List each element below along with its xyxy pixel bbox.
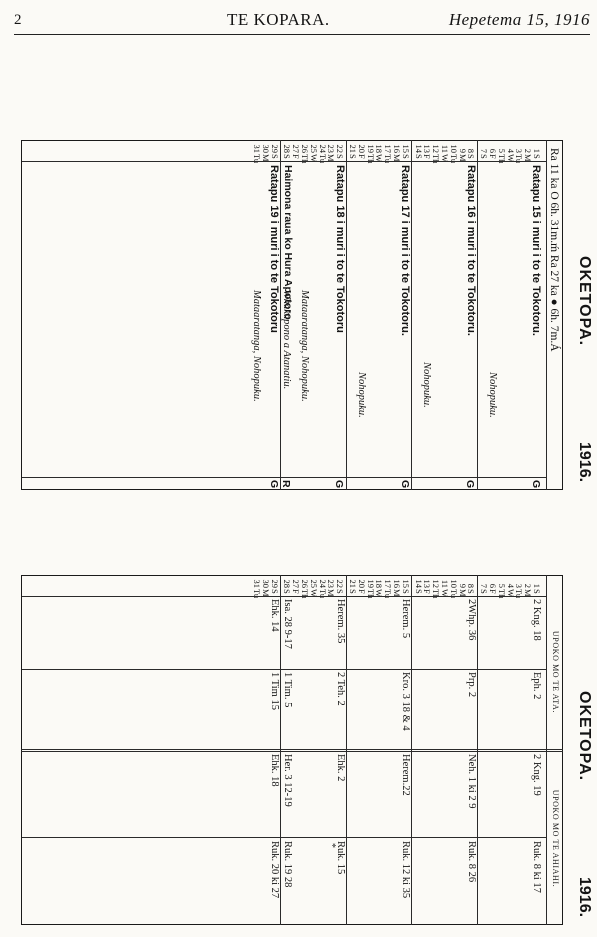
weekday-letter: F	[422, 589, 433, 594]
weekday-letter: M	[260, 589, 271, 597]
issue-date: Hepetema 15, 1916	[448, 10, 590, 29]
week-rule	[477, 575, 478, 925]
day-number: 22	[335, 579, 346, 588]
liturgical-colour: G	[398, 480, 411, 489]
lesson-reading: Isa. 28 9-17	[281, 599, 293, 649]
weekday-letter: S	[413, 589, 424, 594]
weekday-letter: S	[269, 589, 280, 594]
weekday-letter: W	[440, 154, 450, 163]
day-number: 31	[252, 579, 262, 588]
day-number: 3	[514, 583, 525, 588]
liturgical-colour: G	[333, 480, 346, 489]
day-number: 29	[269, 579, 280, 588]
weekday-letter: M	[326, 589, 337, 597]
sunday-title: Ratapu 17 i muri i to te Tokotoru.	[399, 165, 412, 336]
day-number: 19	[365, 579, 376, 588]
day-number: 29	[269, 144, 280, 153]
lesson-reading: Eph. 2	[531, 672, 543, 700]
lesson-reading: Herem. 35	[334, 599, 346, 644]
weekday-letter: Tu	[317, 589, 328, 599]
lesson-reading: Ehk. 14	[269, 599, 281, 632]
weekday-letter: M	[523, 154, 534, 162]
lesson-reading: Ruk. 8 26	[465, 841, 477, 883]
weekday-letter: Tu	[383, 589, 394, 599]
day-number: 6	[488, 148, 498, 153]
morning-lessons-header: UPOKO MO TE ATA.	[551, 630, 560, 714]
vigil-note: Mataaratanga, Nohopuku.	[299, 290, 310, 402]
calendar-moon-rule	[546, 140, 547, 490]
weekday-letter: Tu	[514, 154, 525, 164]
weekday-letter: Tu	[448, 154, 459, 164]
day-number: 24	[317, 579, 328, 588]
lessons-year-title: 1916.	[576, 877, 593, 918]
day-number: 3	[514, 148, 525, 153]
weekday-letter: Tu	[448, 589, 459, 599]
day-number: 19	[365, 144, 376, 153]
header-rule	[14, 34, 590, 35]
day-number: 1	[532, 583, 542, 588]
weekday-letter: S	[348, 154, 358, 159]
weekday-letter: S	[400, 154, 411, 159]
page-number: 2	[14, 12, 22, 28]
day-number: 28	[282, 579, 293, 588]
lessons-month-title: OKETOPA.	[576, 691, 593, 782]
lesson-reading: 1 Tim. 5	[281, 672, 293, 708]
day-number: 16	[392, 144, 402, 153]
weekday-letter: W	[374, 154, 385, 163]
weekday-letter: Th	[365, 154, 376, 164]
week-rule	[477, 140, 478, 490]
calendar-table	[22, 140, 593, 490]
lessons-col-rule-2	[21, 749, 563, 752]
day-number: 27	[291, 579, 302, 588]
evening-lessons-header: UPOKO MO TE AHIAHI.	[551, 789, 560, 888]
day-number: 5	[496, 148, 507, 153]
weekday-letter: W	[440, 589, 450, 598]
lesson-reading: 2 Kng. 18	[531, 599, 543, 641]
day-number: 20	[356, 579, 367, 588]
weekday-letter: M	[260, 154, 271, 162]
sunday-title: Ratapu 15 i muri i to te Tokotoru.	[530, 165, 543, 336]
weekday-letter: S	[400, 589, 411, 594]
weekday-letter: S	[466, 589, 477, 594]
day-number: 30	[260, 579, 271, 588]
fast-note: Nohopuku.	[355, 372, 367, 418]
day-number: 2	[523, 583, 534, 588]
day-number: 9	[457, 583, 468, 588]
weekday-letter: S	[479, 154, 490, 159]
day-number: 5	[496, 583, 507, 588]
weekday-letter: Th	[496, 154, 507, 164]
weekday-letter: Th	[496, 589, 507, 599]
week-rule	[411, 140, 412, 490]
weekday-letter: S	[532, 589, 542, 594]
day-number: 16	[392, 579, 402, 588]
vigil-note: Mataaratanga, Nohopuku.	[251, 290, 262, 402]
weekday-letter: F	[422, 154, 433, 159]
weekday-letter: Tu	[252, 154, 262, 164]
publication-title: TE KOPARA.	[227, 10, 330, 29]
weekday-letter: Th	[431, 154, 442, 164]
day-number: 31	[252, 144, 262, 153]
lesson-reading: Kro. 3 18 & 4	[400, 672, 412, 731]
day-number: 9	[457, 148, 468, 153]
weekday-letter: F	[291, 589, 302, 594]
liturgical-colour: G	[464, 480, 477, 489]
day-number: 25	[308, 144, 319, 153]
weekday-letter: M	[457, 589, 468, 597]
weekday-letter: S	[335, 154, 346, 159]
day-number: 11	[440, 144, 450, 153]
lesson-reading: Herem. 5	[400, 599, 412, 639]
lesson-reading: Ruk. 12 ki 35	[400, 841, 412, 899]
day-number: 7	[479, 583, 490, 588]
lesson-reading: Ruk. 15	[334, 841, 346, 875]
lesson-reading: Her. 3 12-19	[281, 754, 293, 807]
day-number: 30	[260, 144, 271, 153]
weekday-letter: W	[308, 589, 319, 598]
day-number: 25	[308, 579, 319, 588]
day-number: 7	[479, 148, 490, 153]
lesson-reading: Prp. 2	[465, 672, 477, 698]
lesson-reading: Ruk. 19 28	[281, 841, 293, 888]
day-number: 10	[448, 579, 459, 588]
calendar-year-title: 1916.	[576, 442, 593, 483]
weekday-letter: S	[335, 589, 346, 594]
day-number: 12	[431, 144, 442, 153]
creed-note: Whakapono a Atanatiu.	[281, 290, 293, 390]
weekday-letter: W	[505, 589, 516, 598]
day-number: 1	[532, 148, 542, 153]
weekday-letter: Th	[300, 154, 310, 164]
feast-title: Haimona raua ko Hura Apotoro	[282, 165, 295, 320]
lesson-reading: Ruk. 20 ki 27	[269, 841, 281, 899]
weekday-letter: Th	[431, 589, 442, 599]
weekday-letter: F	[488, 154, 498, 159]
liturgical-colour: G	[267, 480, 280, 489]
weekday-letter: M	[326, 154, 337, 162]
lesson-reading: 2 Kng. 19	[531, 754, 543, 796]
lesson-reading: 2 Teh. 2	[334, 672, 346, 706]
day-number: 2	[523, 148, 534, 153]
day-number: 17	[383, 144, 394, 153]
week-rule	[346, 140, 347, 490]
weekday-letter: W	[308, 154, 319, 163]
weekday-letter: Th	[365, 589, 376, 599]
day-column-rule	[22, 596, 547, 597]
day-number: 6	[488, 583, 498, 588]
day-number: 15	[400, 144, 411, 153]
day-number: 20	[356, 144, 367, 153]
lesson-reading: 1 Tim 15	[269, 672, 281, 710]
weekday-letter: S	[348, 589, 358, 594]
day-number: 10	[448, 144, 459, 153]
week-rule	[346, 575, 347, 925]
day-number: 15	[400, 579, 411, 588]
weekday-letter: F	[291, 154, 302, 159]
day-number: 4	[505, 148, 516, 153]
day-number: 12	[431, 579, 442, 588]
weekday-letter: S	[282, 589, 293, 594]
day-number: 13	[422, 144, 433, 153]
weekday-letter: S	[466, 154, 477, 159]
fast-note: Nohopuku.	[487, 372, 498, 418]
sunday-title: Ratapu 16 i muri i to te Tokotoru.	[464, 165, 477, 336]
day-number: 26	[300, 579, 310, 588]
weekday-letter: M	[523, 589, 534, 597]
weekday-letter: Tu	[383, 154, 394, 164]
weekday-letter: M	[457, 154, 468, 162]
weekday-letter: Tu	[317, 154, 328, 164]
weekday-letter: Th	[300, 589, 310, 599]
day-number: 21	[348, 579, 358, 588]
lessons-table	[22, 575, 593, 925]
week-rule	[411, 575, 412, 925]
lesson-reading: Ehk. 18	[269, 754, 281, 787]
day-number: 14	[413, 144, 424, 153]
day-number: 21	[348, 144, 358, 153]
day-number: 23	[326, 579, 337, 588]
sunday-title: Ratapu 19 i muri i to te Tokotoru	[268, 165, 281, 333]
lesson-reading: Neh. 1 ki 2 9	[465, 754, 477, 809]
weekday-letter: F	[356, 154, 367, 159]
lessons-col-rule-1	[22, 669, 547, 670]
weekday-letter: S	[532, 154, 542, 159]
fast-note: Nohopuku.	[421, 362, 433, 408]
sunday-title: Ratapu 18 i muri i to te Tokotoru	[333, 165, 346, 333]
moon-phases: Ra 11 ka O 6h. 31m.ḿ Ra 27 ka ● 6h. 7m.Á	[548, 148, 560, 352]
day-number: 8	[466, 583, 477, 588]
weekday-letter: F	[488, 589, 498, 594]
weekday-letter: S	[282, 154, 293, 159]
lesson-reading: 2Whp. 36	[465, 599, 477, 641]
calendar-month-title: OKETOPA.	[576, 256, 593, 347]
weekday-letter: W	[505, 154, 516, 163]
weekday-letter: F	[356, 589, 367, 594]
day-number: 26	[300, 144, 310, 153]
day-number: 28	[282, 144, 293, 153]
weekday-letter: S	[269, 154, 280, 159]
day-number: 17	[383, 579, 394, 588]
liturgical-colour: R	[280, 480, 293, 488]
weekday-letter: Tu	[514, 589, 525, 599]
calendar-colour-rule	[22, 477, 547, 478]
day-number: 24	[317, 144, 328, 153]
day-number: 11	[440, 579, 450, 588]
weekday-letter: M	[392, 589, 402, 597]
day-number: 13	[422, 579, 433, 588]
weekday-letter: S	[413, 154, 424, 159]
day-number: 4	[505, 583, 516, 588]
lessons-star-mark: *	[326, 843, 337, 848]
day-number: 8	[466, 148, 477, 153]
page-header	[14, 8, 590, 32]
day-number: 18	[374, 144, 385, 153]
day-number: 18	[374, 579, 385, 588]
weekday-letter: W	[374, 589, 385, 598]
weekday-letter: S	[479, 589, 490, 594]
weekday-letter: M	[392, 154, 402, 162]
day-number: 27	[291, 144, 302, 153]
day-column-rule	[22, 161, 547, 162]
weekday-letter: Tu	[252, 589, 262, 599]
lesson-reading: Herem.22	[400, 754, 412, 796]
day-number: 22	[335, 144, 346, 153]
lesson-reading: Ruk. 8 ki 17	[531, 841, 543, 893]
day-number: 23	[326, 144, 337, 153]
lessons-col-rule-3	[22, 837, 547, 838]
day-number: 14	[413, 579, 424, 588]
lesson-reading: Ehk. 2	[334, 754, 346, 782]
liturgical-colour: G	[530, 480, 542, 489]
